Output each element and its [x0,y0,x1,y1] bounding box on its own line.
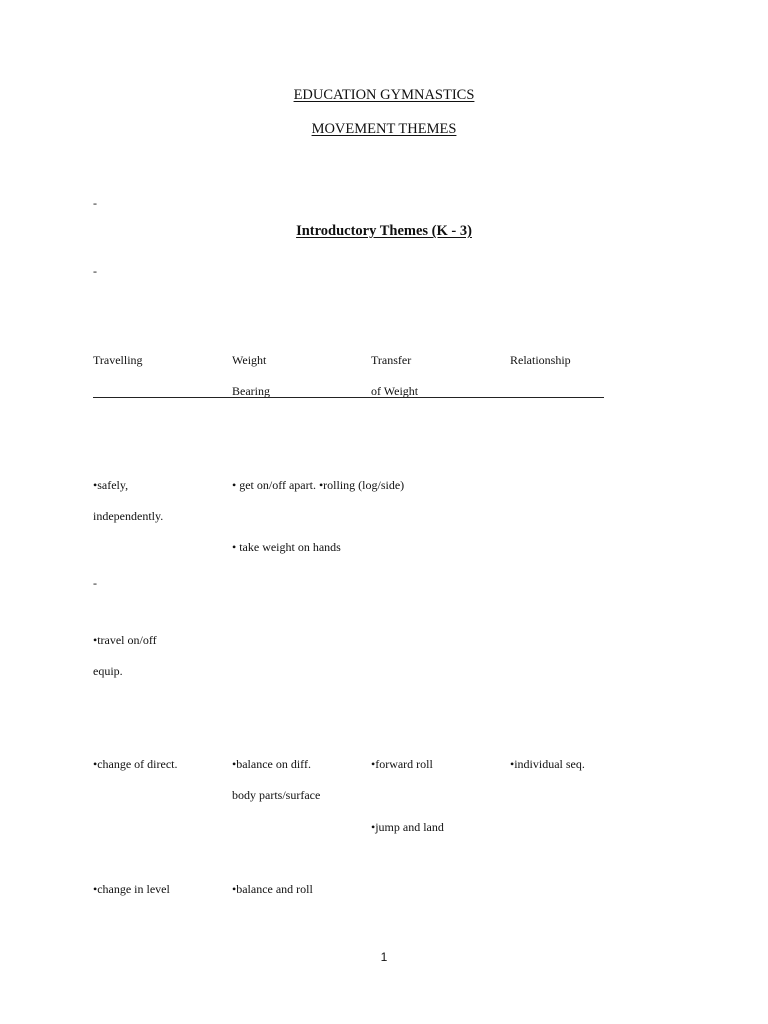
entry-balance-roll: •balance and roll [232,882,313,896]
entry-forward-roll: •forward roll [371,757,433,771]
column-header-transfer: Transfer [371,353,412,367]
dash-mark: - [93,196,97,210]
entry-body-parts: body parts/surface [232,788,321,802]
section-heading: Introductory Themes (K - 3) [296,223,472,239]
entry-independently: independently. [93,509,164,523]
entry-change-direction: •change of direct. [93,757,178,771]
entry-individual-seq: •individual seq. [510,757,585,771]
column-header-bearing: Bearing [232,384,270,398]
entry-take-weight: • take weight on hands [232,540,341,554]
column-header-travelling: Travelling [93,353,143,367]
entry-get-on-off: • get on/off apart. •rolling (log/side) [232,478,405,492]
entry-travel-on-off: •travel on/off [93,633,157,647]
entry-change-level: •change in level [93,882,170,896]
entry-equip: equip. [93,664,123,678]
document-subtitle: MOVEMENT THEMES [311,121,457,137]
column-header-weight: Weight [232,353,267,367]
dash-mark: - [93,576,97,590]
entry-jump-land: •jump and land [371,820,444,834]
column-header-of-weight: of Weight [371,384,419,398]
dash-mark: - [93,264,97,278]
page-number: 1 [380,950,388,964]
document-title: EDUCATION GYMNASTICS [293,87,475,103]
entry-safely: •safely, [93,478,129,492]
entry-balance-diff: •balance on diff. [232,757,311,771]
column-header-relationship: Relationship [510,353,571,367]
header-underline [93,397,604,398]
